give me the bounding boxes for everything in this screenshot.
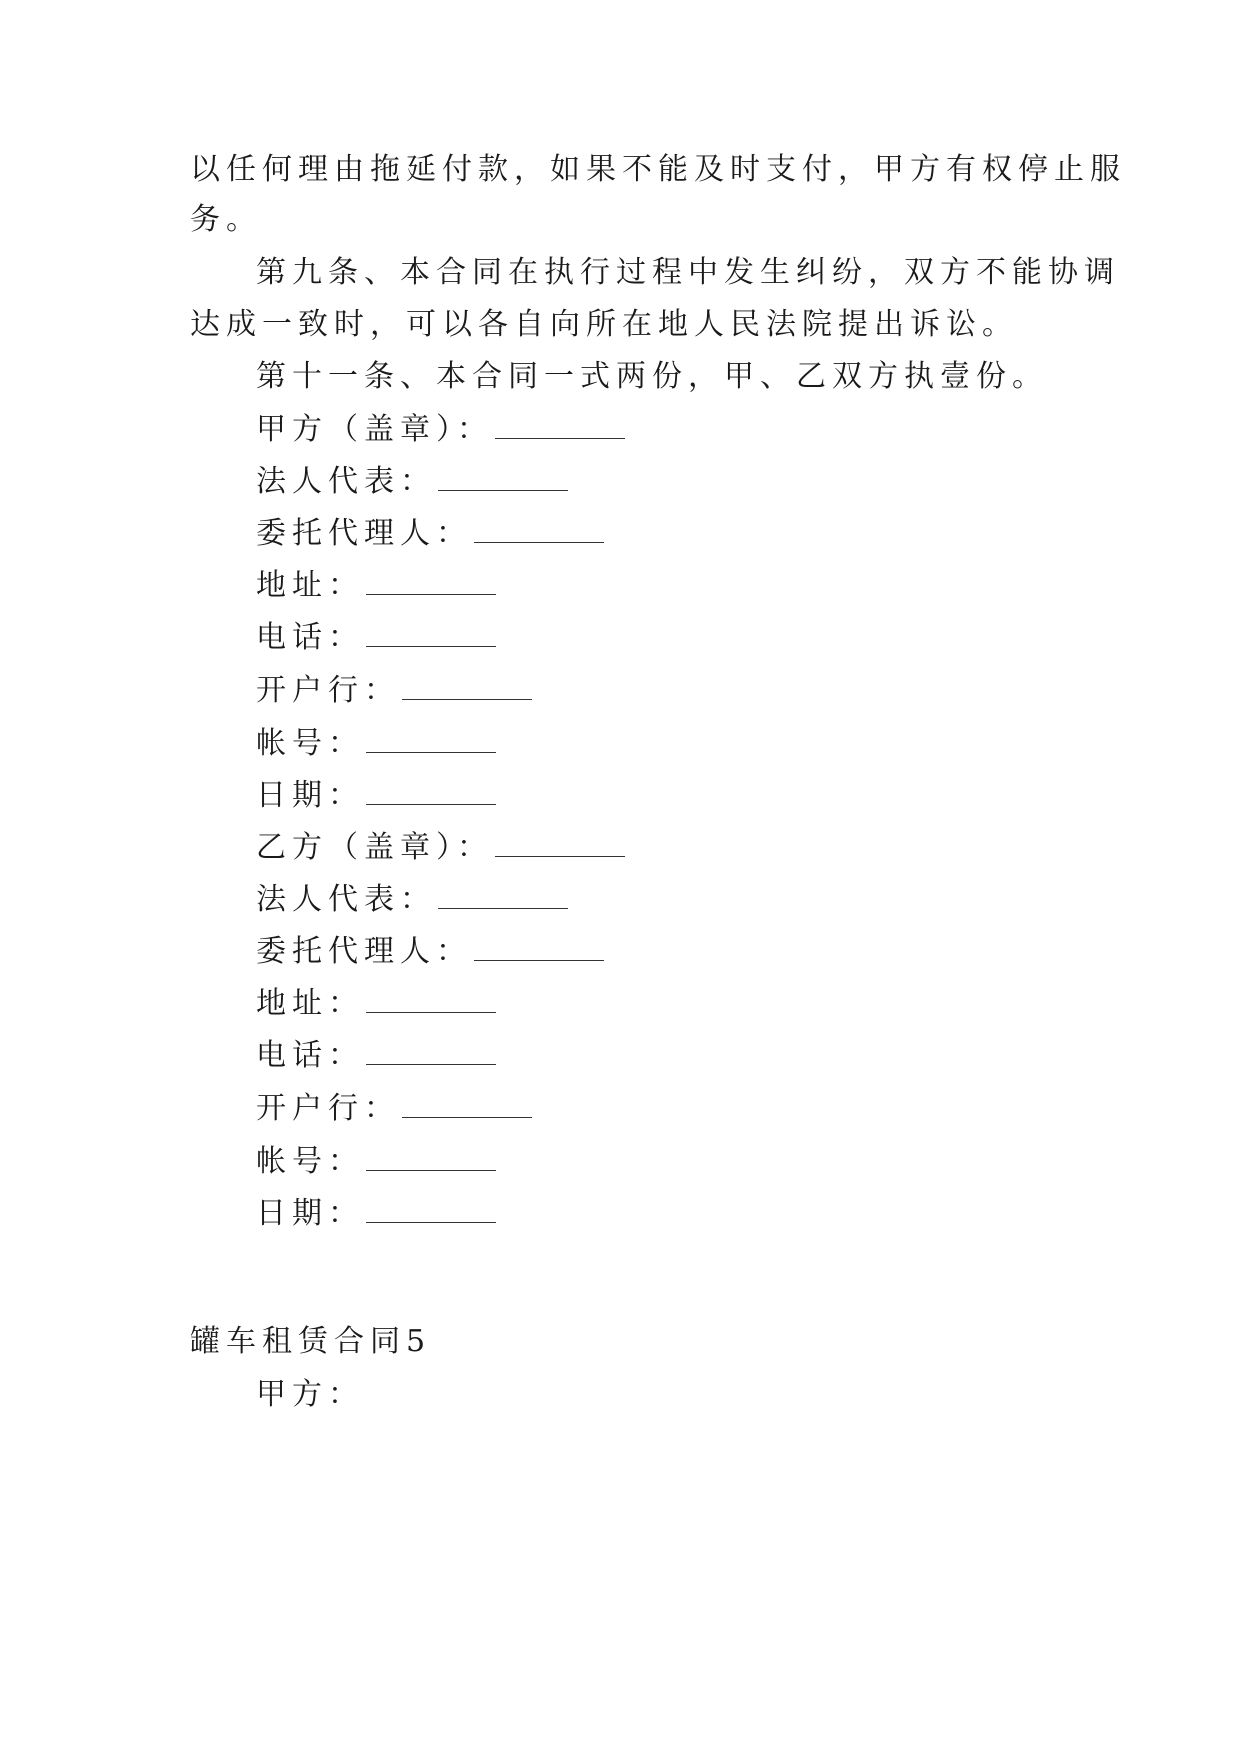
party-a-account-row [256, 724, 496, 764]
fill-blank [366, 776, 496, 805]
agent-label: 委托代理人： [256, 516, 472, 551]
paragraph-line: 务。 [190, 202, 262, 237]
fill-blank [366, 566, 496, 595]
party-a-date-row [256, 776, 496, 816]
party-a-phone-row [256, 618, 496, 658]
legal-rep-label: 法人代表： [256, 882, 436, 917]
party-b-bank-row [256, 1089, 532, 1129]
fill-blank [366, 1142, 496, 1171]
party-b-title-row [256, 828, 625, 868]
date-label: 日期： [256, 1196, 364, 1231]
party-b-phone-row [256, 1036, 496, 1076]
fill-blank [366, 1194, 496, 1223]
party-a-legal-rep-row [256, 462, 568, 502]
fill-blank [366, 984, 496, 1013]
signature-blank [495, 828, 625, 857]
contract-heading: 罐车租赁合同5 [190, 1324, 432, 1359]
account-label: 帐号： [256, 726, 364, 761]
agent-label: 委托代理人： [256, 934, 472, 969]
document-page [190, 0, 1126, 1754]
fill-blank [438, 462, 568, 491]
paragraph-line: 第十一条、本合同一式两份，甲、乙双方执壹份。 [256, 359, 1048, 394]
date-label: 日期： [256, 778, 364, 813]
party-b-account-row [256, 1142, 496, 1182]
address-label: 地址： [256, 986, 364, 1021]
fill-blank [438, 880, 568, 909]
paragraph-line: 达成一致时，可以各自向所在地人民法院提出诉讼。 [190, 307, 1018, 342]
party-b-legal-rep-row [256, 880, 568, 920]
paragraph-line: 以任何理由拖延付款，如果不能及时支付，甲方有权停止服 [190, 152, 1126, 187]
legal-rep-label: 法人代表： [256, 464, 436, 499]
signature-blank [495, 410, 625, 439]
fill-blank [402, 1089, 532, 1118]
party-a-bank-row [256, 671, 532, 711]
fill-blank [402, 671, 532, 700]
fill-blank [366, 1036, 496, 1065]
party-a-title-row [256, 410, 625, 450]
party-a-title-label: 甲方（盖章）： [256, 412, 493, 447]
phone-label: 电话： [256, 620, 364, 655]
fill-blank [366, 724, 496, 753]
bank-label: 开户行： [256, 673, 400, 708]
party-b-address-row [256, 984, 496, 1024]
party-a-label: 甲方： [256, 1377, 364, 1412]
fill-blank [366, 618, 496, 647]
phone-label: 电话： [256, 1038, 364, 1073]
account-label: 帐号： [256, 1144, 364, 1179]
bank-label: 开户行： [256, 1091, 400, 1126]
fill-blank [474, 514, 604, 543]
fill-blank [474, 932, 604, 961]
party-a-address-row [256, 566, 496, 606]
address-label: 地址： [256, 568, 364, 603]
paragraph-line: 第九条、本合同在执行过程中发生纠纷，双方不能协调 [256, 255, 1120, 290]
party-b-title-label: 乙方（盖章）： [256, 830, 493, 865]
party-b-agent-row [256, 932, 604, 972]
party-b-date-row [256, 1194, 496, 1234]
party-a-agent-row [256, 514, 604, 554]
